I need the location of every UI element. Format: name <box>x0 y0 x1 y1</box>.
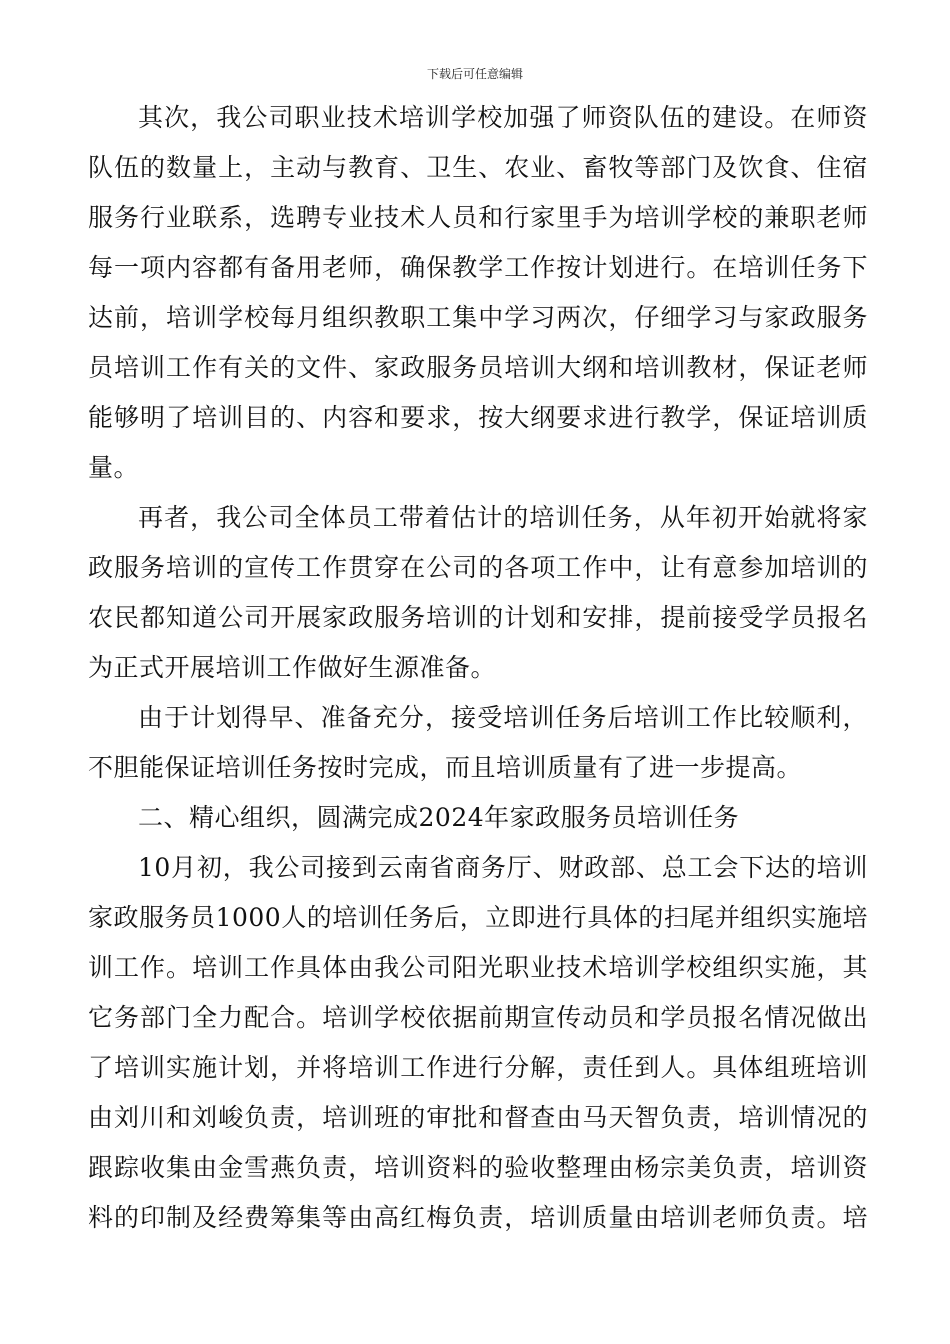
text-line: 家政服务员1000人的培训任务后，立即进行具体的扫尾并组织实施培 <box>88 903 868 932</box>
text-line: 员培训工作有关的文件、家政服务员培训大纲和培训教材，保证老师 <box>88 353 868 382</box>
text-line: 能够明了培训目的、内容和要求，按大纲要求进行教学，保证培训质 <box>88 403 868 432</box>
text-line: 队伍的数量上，主动与教育、卫生、农业、畜牧等部门及饮食、住宿 <box>88 153 868 182</box>
text-line: 由刘川和刘峻负责，培训班的审批和督查由马天智负责，培训情况的 <box>88 1103 868 1132</box>
text-line: 再者，我公司全体员工带着估计的培训任务，从年初开始就将家 <box>138 503 868 532</box>
text-line: 量。 <box>88 453 140 482</box>
text-line: 为正式开展培训工作做好生源准备。 <box>88 653 497 682</box>
text-line: 政服务培训的宣传工作贯穿在公司的各项工作中，让有意参加培训的 <box>88 553 868 582</box>
text-line: 不胆能保证培训任务按时完成，而且培训质量有了进一步提高。 <box>88 753 803 782</box>
text-line: 10月初，我公司接到云南省商务厅、财政部、总工会下达的培训 <box>138 853 868 882</box>
text-line: 了培训实施计划，并将培训工作进行分解，责任到人。具体组班培训 <box>88 1053 868 1082</box>
text-line: 料的印制及经费筹集等由高红梅负责，培训质量由培训老师负责。培 <box>88 1203 868 1232</box>
text-line: 每一项内容都有备用老师，确保教学工作按计划进行。在培训任务下 <box>88 253 868 282</box>
text-line: 由于计划得早、准备充分，接受培训任务后培训工作比较顺利， <box>138 703 868 732</box>
header-note: 下载后可任意编辑 <box>426 67 523 81</box>
text-line: 跟踪收集由金雪燕负责，培训资料的验收整理由杨宗美负责，培训资 <box>88 1153 868 1182</box>
text-line: 达前，培训学校每月组织教职工集中学习两次，仔细学习与家政服务 <box>88 303 868 332</box>
text-line: 它务部门全力配合。培训学校依据前期宣传动员和学员报名情况做出 <box>88 1003 868 1032</box>
text-line: 农民都知道公司开展家政服务培训的计划和安排，提前接受学员报名 <box>88 603 868 632</box>
text-line: 其次，我公司职业技术培训学校加强了师资队伍的建设。在师资 <box>138 103 868 132</box>
text-line: 服务行业联系，选聘专业技术人员和行家里手为培训学校的兼职老师 <box>88 203 868 232</box>
section-heading: 二、精心组织，圆满完成2024年家政服务员培训任务 <box>138 803 740 832</box>
text-line: 训工作。培训工作具体由我公司阳光职业技术培训学校组织实施，其 <box>88 953 868 982</box>
